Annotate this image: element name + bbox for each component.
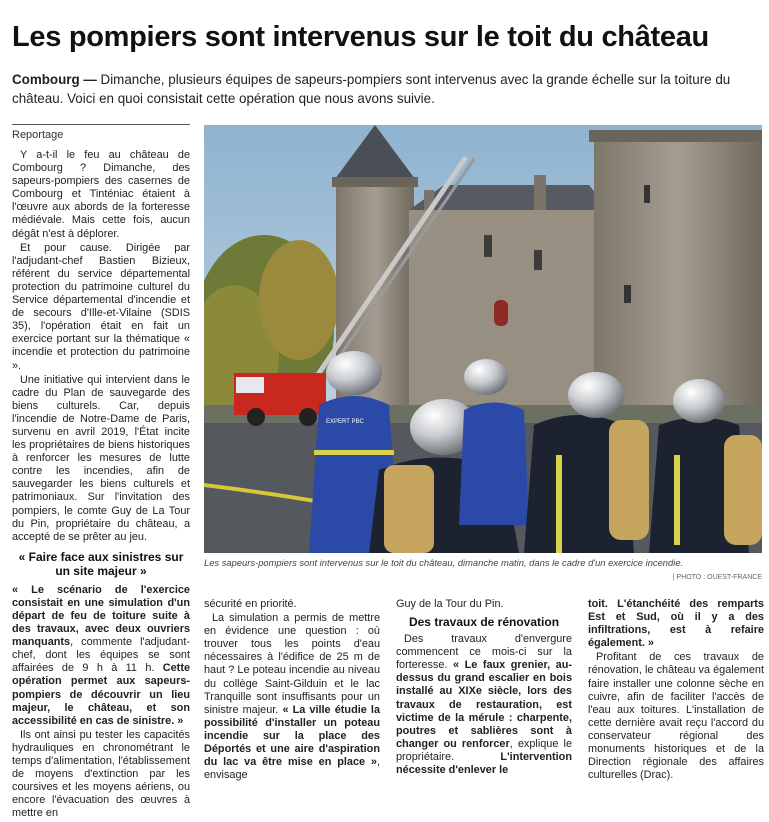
col2-paragraph-2	[204, 612, 380, 782]
column-1	[12, 149, 190, 822]
col3-text: Des travaux d'envergure commencent ce mois-ci sur la forteresse.	[396, 633, 572, 672]
column-2	[204, 598, 380, 783]
col1-subheading: « Faire face aux sinistres sur un site majeur »	[18, 549, 184, 578]
col1-paragraph-4	[12, 584, 190, 728]
photo-caption: Les sapeurs-pompiers sont intervenus sur le toit du château, dimanche matin, dans le cadre d'un exercice incendie.	[204, 557, 684, 568]
col3-subheading: Des travaux de rénovation	[408, 615, 560, 630]
col1-paragraph-3: Une initiative qui intervient dans le cadre du Plan de sauvegarde des biens culturels. Car, depuis l'incendie de Notre-Dame de Paris, survenu en avril 2019, l'État incite les propriétaires de biens historiques à renforcer les mesures de lutte contre les incendies, afin de sauvegarder les biens culturels et patrimoniaux. Sur l'invitation des pompiers, le comte Guy de La Tour du Pin, propriétaire du château, a accepté de se prêter au jeu.	[12, 373, 190, 543]
col3-text-2: , explique le propriétaire.	[396, 737, 573, 763]
article-photo	[204, 125, 762, 553]
section-rubric: Reportage	[12, 124, 190, 141]
col2-text: La simulation a permis de mettre en évidence une question : où trouver tous les points d'eau nécessaires à l'édifice de 25 m de haut ? Le poteau incendie au niveau du collège Saint-Gilduin et le lac Tranquille sont insuffisants pour un sinistre majeur.	[204, 612, 380, 716]
lead-location: Combourg —	[12, 72, 97, 87]
column-3	[396, 598, 572, 778]
col3-paragraph-2	[396, 633, 572, 777]
col1-paragraph-2: Et pour cause. Dirigée par l'adjudant-chef Bastien Bizieux, référent du service départemental protection du patrimoine culturel du Service départemental d'incendie et de secours d'Ille-et-Vilaine (SDIS 35), l'opération était en fait un exercice portant sur la thématique « incendie et protection du patrimoine ».	[12, 241, 190, 372]
col3-paragraph-1: Guy de la Tour du Pin.	[396, 598, 504, 610]
col2-text-end: , envisage	[204, 756, 380, 782]
col1-paragraph-1: Y a-t-il le feu au château de Combourg ? Dimanche, des sapeurs-pompiers des casernes de Combourg et Tinténiac étaient à l'œuvre aux abords de la forteresse médiévale. Mais cette fois, aucun dégât n'est à déplorer.	[12, 149, 190, 240]
col4-paragraph-2: Profitant de ces travaux de rénovation, le château va également faire installer une colonne sèche en cuivre, afin de faciliter l'accès de l'eau aux toitures. L'installation de cette dernière avait reçu l'accord du conservateur régional des monuments historiques et de la Direction régionale des affaires culturelles (Drac).	[588, 651, 764, 782]
column-4	[588, 598, 764, 783]
col4-quote: toit. L'étanchéité des remparts Est et Sud, où il y a des infiltrations, est à refaire également. »	[588, 598, 764, 650]
col2-paragraph-1: sécurité en priorité.	[204, 598, 297, 610]
lead-paragraph	[12, 70, 757, 108]
col1-quote-attr: , commente l'adjudant-chef, dont les équipes se sont affairées de 9 h à 11 h.	[12, 636, 190, 675]
headline: Les pompiers sont intervenus sur le toit du château	[12, 21, 709, 53]
lead-text: Dimanche, plusieurs équipes de sapeurs-pompiers sont intervenus avec la grande échelle sur la toiture du château. Voici en quoi consistait cette opération que nous avons suivie.	[12, 72, 731, 106]
col3-quote: « Le faux grenier, au-dessus du grand escalier en bois installé au XIXe siècle, lors des travaux de restauration, est victime de la mérule : charpente, poutres et sablières sont à changer ou renforcer	[396, 659, 572, 750]
vest-label: EXPERT PBC	[326, 419, 364, 425]
photo-credit: | PHOTO : OUEST-FRANCE	[672, 574, 762, 581]
col4-paragraph-1	[588, 598, 764, 650]
col2-quote: « La ville étudie la possibilité d'installer un poteau incendie sur la place des Déportés et une aire d'aspiration du lac va être mise en place »	[204, 703, 380, 769]
col3-quote-2: L'intervention nécessite d'enlever le	[396, 750, 572, 777]
col1-quote-2: Cette opération permet aux sapeurs-pompiers de découvrir un lieu majeur, le château, et son accessibilité en cas de sinistre. »	[12, 662, 190, 727]
col1-quote-1: « Le scénario de l'exercice consistait en une simulation d'un départ de feu de toiture suite à des travaux, avec deux ouvriers manquants	[12, 583, 190, 649]
col1-paragraph-5: Ils ont ainsi pu tester les capacités hydrauliques en chronométrant le temps d'alimentation, l'établissement de moyens d'extinction par les coursives et les moyens aériens, ou encore l'évacuation des œuvres à mettre en	[12, 728, 190, 820]
